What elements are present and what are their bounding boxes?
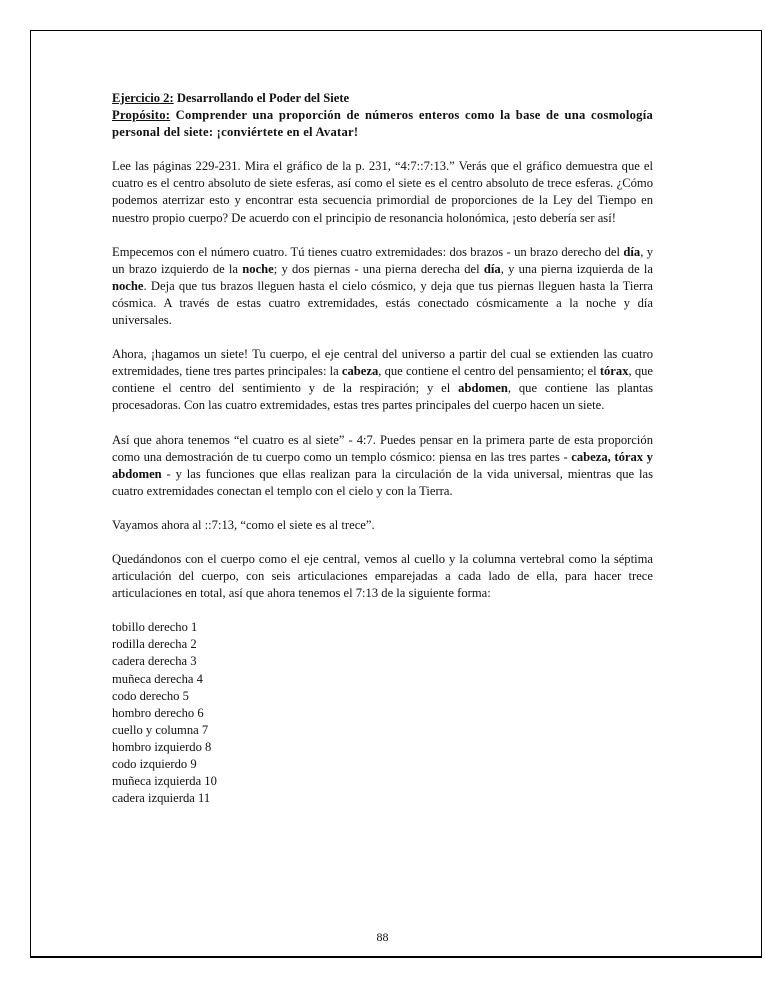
paragraph-seven-to-thirteen: Vayamos ahora al ::7:13, “como el siete es al trece”. [112,517,375,532]
paragraph-instructions: Lee las páginas 229-231. Mira el gráfico de la p. 231, “4:7::7:13.” Verás que el gráfico demuestra que el cuatro es el centro absoluto de siete esferas, así como el siete es el centro absoluto de trece esferas. ¿Cómo podemos aterrizar esto y encontrar esta secuencia primordial de proporciones de la Ley del Tiempo en nuestro propio cuerpo? De acuerdo con el principio de resonancia holonómica, ¡esto debería ser así! [112,159,653,225]
list-item: cadera izquierda 11 [112,791,211,806]
emphasis-noche: noche [242,261,274,276]
list-item: muñeca izquierda 10 [112,774,217,789]
purpose-statement [112,107,653,141]
text-run: , que contiene el centro del sentimiento y de la respiración; y el [112,364,654,396]
joint-list [112,619,653,807]
text-run: Empecemos con el número cuatro. Tú tienes cuatro extremidades: dos brazos - un brazo derecho del [112,244,624,259]
emphasis-dia: día [483,261,501,276]
emphasis-noche: noche [112,278,144,293]
text-run: - y las funciones que ellas realizan para la circulación de la vida universal, mientras que las cuatro extremidades conectan el templo con el cielo y con la Tierra. [112,466,653,498]
emphasis-three-parts: cabeza, tórax y abdomen [112,449,653,481]
exercise-heading [112,90,653,107]
emphasis-abdomen: abdomen [458,381,508,396]
text-run: , y una pierna izquierda de la [500,261,654,276]
page-content [112,90,653,807]
list-item: cuello y columna 7 [112,722,209,737]
list-item: codo izquierdo 9 [112,757,197,771]
list-item: muñeca derecha 4 [112,671,203,686]
emphasis-cabeza: cabeza [341,364,379,379]
paragraph-four-limbs [112,244,653,329]
list-item: tobillo derecho 1 [112,620,198,635]
purpose-text: Comprender una proporción de números enteros como la base de una cosmología personal del siete: ¡conviértete en el Avatar! [112,108,653,140]
list-item: codo derecho 5 [112,688,189,703]
text-run: , que contiene el centro del pensamiento; el [378,364,600,379]
page-number: 88 [376,930,389,944]
text-run: , que contiene las plantas procesadoras. Con las cuatro extremidades, estas tres partes principales del cuerpo hacen un siete. [112,381,653,413]
paragraph-thirteen-joints: Quedándonos con el cuerpo como el eje central, vemos al cuello y la columna vertebral como la séptima articulación del cuerpo, con seis articulaciones emparejadas a cada lado de ella, para hacer trece articulaciones en total, así que ahora tenemos el 7:13 de la siguiente forma: [112,551,653,601]
text-run: Ahora, ¡hagamos un siete! Tu cuerpo, el eje central del universo a partir del cual se extienden las cuatro extremidades, tiene tres partes principales: la [112,347,653,379]
purpose-label: Propósito: [112,108,171,123]
exercise-label: Ejercicio 2: [112,91,174,105]
text-run: , y un brazo izquierdo de la [112,244,653,276]
text-run: Así que ahora tenemos “el cuatro es al siete” - 4:7. Puedes pensar en la primera parte de esta proporción como una demostración de tu cuerpo como un templo cósmico: piensa en las tres partes - [112,432,653,464]
list-item: cadera derecha 3 [112,654,197,669]
list-item: rodilla derecha 2 [112,637,197,652]
list-item: hombro derecho 6 [112,705,204,720]
emphasis-torax: tórax [599,364,629,379]
paragraph-four-to-seven [112,432,653,500]
emphasis-dia: día [623,244,641,259]
text-run: . Deja que tus brazos lleguen hasta el cielo cósmico, y deja que tus piernas lleguen hasta la Tierra cósmica. A través de estas cuatro extremidades, estás conectado cósmicamente a la noche y día universales. [112,278,653,328]
text-run: ; y dos piernas - una pierna derecha del [273,261,484,276]
list-item: hombro izquierdo 8 [112,739,212,754]
paragraph-seven [112,346,653,414]
exercise-title: Desarrollando el Poder del Siete [173,91,350,105]
